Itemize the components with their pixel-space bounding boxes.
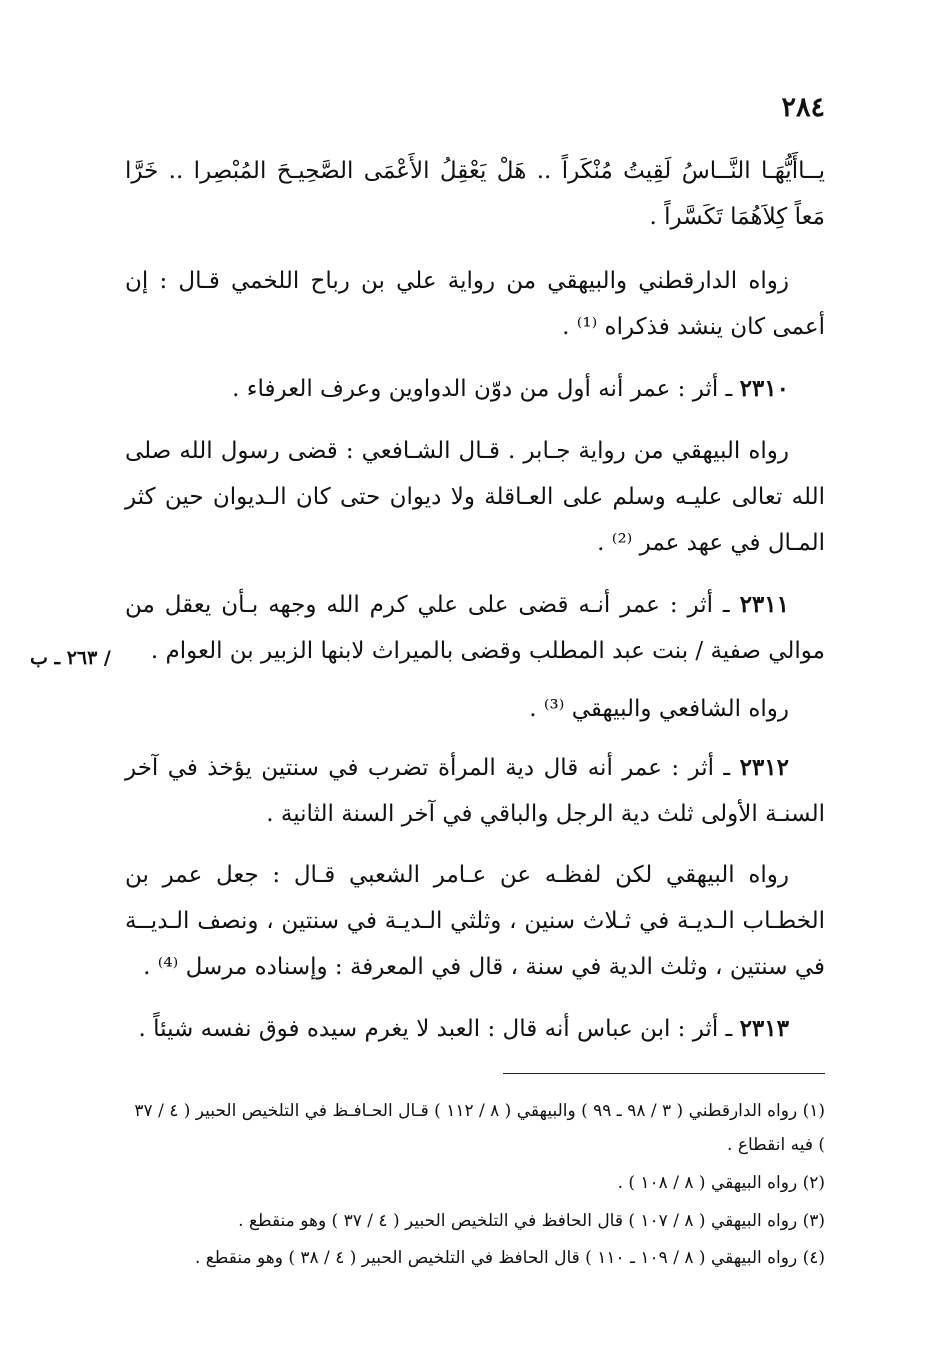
entry-2311: [125, 582, 825, 674]
marginal-folio-note: / ٢٦٣ ـ ب: [30, 647, 111, 669]
entry-text: ـ أثر : عمر أنه أول من دوّن الدواوين وعرف العرفاء .: [232, 376, 740, 402]
entry-number: ٢٣١٣: [739, 1015, 789, 1042]
entry-number: ٢٣١٢: [739, 754, 789, 781]
verse-text: يــاأَيُّهَـا النَّــاسُ لَقِيتُ مُنْكَراً .. هَلْ يَعْقِلُ الأَعْمَى الصَّحِيـحَ المُبْصِرا .. خَرَّا مَعاً كِلاَهُمَا تَكَسَّراً .: [125, 158, 825, 230]
paragraph-3: رواه الشافعي والبيهقي ⁽³⁾ .: [529, 696, 789, 722]
paragraph-1: زواه الدارقطني والبيهقي من رواية علي بن رباح اللخمي قـال : إن أعمى كان ينشد فذكراه ⁽¹⁾ .: [125, 268, 825, 340]
entry-text: ـ أثر : عمر أنـه قضى على علي كرم الله وجهه بـأن يعقل من موالي صفية / بنت عبد المطلب وقضى بالميراث لابنها الزبير بن العوام .: [125, 592, 825, 664]
entry-number: ٢٣١١: [739, 591, 789, 618]
page-number: ٢٨٤: [781, 92, 825, 123]
entry-text: ـ أثر : عمر أنه قال دية المرأة تضرب في سنتين يؤخذ في آخر السنـة الأولى ثلث دية الرجل والباقي في آخر السنة الثانية .: [125, 755, 825, 827]
entry-text: ـ أثر : ابن عباس أنه قال : العبد لا يغرم سيده فوق نفسه شيئاً .: [138, 1016, 740, 1042]
footnote-1: (١) رواه الدارقطني ( ٣ / ٩٨ ـ ٩٩ ) والبيهقي ( ٨ / ١١٢ ) قـال الحـافـظ في التلخيص الحبير ( ٤ / ٣٧ ) فيه انقطاع .: [134, 1101, 825, 1155]
footnote-4: (٤) رواه البيهقي ( ٨ / ١٠٩ ـ ١١٠ ) قال الحافظ في التلخيص الحبير ( ٤ / ٣٨ ) وهو منقطع .: [194, 1248, 825, 1268]
entry-2313: [125, 1006, 825, 1052]
paragraph-2: رواه البيهقي من رواية جـابر . قـال الشـافعي : قضى رسول الله صلى الله تعالى عليـه وسلم على العـاقلة ولا ديوان حتى كان الـديوان حين كثر المـال في عهد عمر ⁽²⁾ .: [125, 438, 825, 556]
footnote-3: (٣) رواه البيهقي ( ٨ / ١٠٧ ) قال الحافظ في التلخيص الحبير ( ٤ / ٣٧ ) وهو منقطع .: [238, 1211, 825, 1231]
entry-number: ٢٣١٠: [739, 375, 789, 402]
footnote-separator: [503, 1073, 825, 1074]
footnote-2: (٢) رواه البيهقي ( ٨ / ١٠٨ ) .: [617, 1173, 825, 1193]
entry-2312: [125, 745, 825, 837]
paragraph-4: رواه البيهقي لكن لفظـه عن عـامر الشعبي قـال : جعل عمر بن الخطـاب الـديـة في ثـلاث سنين ، وثلثي الـديـة في سنتين ، ونصف الـديــة في سنتين ، وثلث الدية في سنة ، قال في المعرفة : وإسناده مرسل ⁽⁴⁾ .: [125, 862, 825, 980]
entry-2310: [125, 366, 825, 412]
